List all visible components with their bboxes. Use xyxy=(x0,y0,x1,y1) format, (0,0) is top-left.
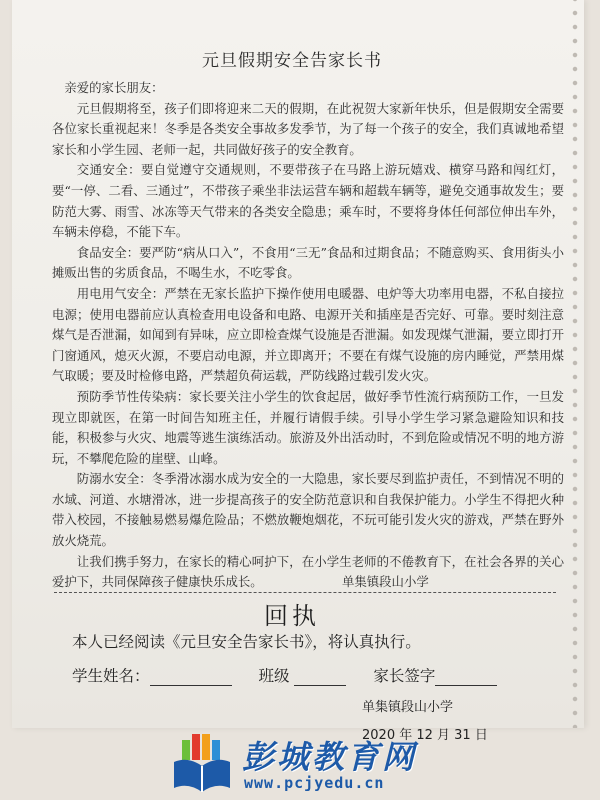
paragraph-closing: 让我们携手努力，在家长的精心呵护下，在小学生老师的不倦教育下，在社会各界的关心爱护下，共同保障孩子健康快乐成长。 xyxy=(52,553,564,590)
letter-title: 元旦假期安全告家长书 xyxy=(202,51,382,71)
book-logo-icon xyxy=(170,732,234,796)
letter-body xyxy=(52,78,564,593)
paragraph-traffic-safety: 交通安全：要自觉遵守交通规则，不要带孩子在马路上游玩嬉戏、横穿马路和闯红灯，要“一停、二看、三通过”，不带孩子乘坐非法运营车辆和超载车辆等，避免交通事故发生；要防范大雾、雨雪、冰冻等天气带来的各类安全隐患；乘车时，不要将身体任何部位伸出车外，车辆未停稳，不能下车。 xyxy=(52,162,564,240)
student-name-label: 学生姓名： xyxy=(72,667,150,685)
paragraph-disease-prevention: 预防季节性传染病：家长要关注小学生的饮食起居，做好季节性流行病预防工作，一旦发现立即就医，在第一时间告知班主任，并履行请假手续。引导小学生学习紧急避险知识和技能，积极参与火灾、地震等逃生演练活动。旅游及外出活动时，不到危险或情况不明的地方游玩，不攀爬危险的崖壁、山峰。 xyxy=(52,388,564,466)
paragraph-intro: 元旦假期将至，孩子们即将迎来二天的假期，在此祝贺大家新年快乐，但是假期安全需要各位家长重视起来！冬季是各类安全事故多发季节，为了每一个孩子的安全，我们真诚地希望家长和小学生园、老师一起，共同做好孩子的安全教育。 xyxy=(52,100,564,157)
cut-line-divider xyxy=(54,592,556,593)
letter-greeting: 亲爱的家长朋友： xyxy=(64,80,164,95)
receipt-title: 回执 xyxy=(264,602,320,630)
class-field[interactable] xyxy=(294,667,346,686)
receipt-fields xyxy=(72,664,552,686)
receipt-date: 2020 年 12 月 31 日 xyxy=(362,728,488,743)
letter-page xyxy=(12,0,584,743)
parent-signature-field[interactable] xyxy=(435,667,497,686)
receipt-school: 单集镇段山小学 xyxy=(362,700,454,715)
watermark-url: www.pcjyedu.cn xyxy=(244,774,385,792)
paragraph-drowning-prevention: 防溺水安全：冬季滑冰溺水成为安全的一大隐患，家长要尽到监护责任，不到情况不明的水域、河道、水塘滑冰，进一步提高孩子的安全防范意识和自我保护能力。小学生不得把火种带入校园，不接触易燃易爆危险品；不燃放鞭炮烟花，不玩可能引发火灾的游戏，严禁在野外放火烧荒。 xyxy=(52,471,564,549)
parent-signature-label: 家长签字 xyxy=(373,667,436,685)
paragraph-electricity-gas-safety: 用电用气安全：严禁在无家长监护下操作使用电暖器、电炉等大功率用电器，不私自接拉电源；使用电器前应认真检查用电设备和电路、电源开关和插座是否完好、可靠。要时刻注意煤气是否泄漏，如闻到有异味，应立即检查煤气设施是否泄漏。如发现煤气泄漏，要立即打开门窗通风，熄灭火源，不要启动电源，并立即离开；不要在有煤气设施的房内睡觉，严禁用煤气取暖；要及时检修电路，严禁超负荷运载，严防线路过载引发火灾。 xyxy=(52,285,564,384)
receipt-statement: 本人已经阅读《元旦安全告家长书》，将认真执行。 xyxy=(72,633,421,651)
letter-signature: 单集镇段山小学 xyxy=(342,574,429,589)
site-watermark xyxy=(170,728,470,800)
watermark-site-name: 彭城教育网 xyxy=(242,738,418,776)
student-name-field[interactable] xyxy=(150,667,232,686)
paragraph-food-safety: 食品安全：要严防“病从口入”，不食用“三无”食品和过期食品；不随意购买、食用街头小摊贩出售的劣质食品，不喝生水，不吃零食。 xyxy=(52,244,564,281)
class-label: 班级 xyxy=(258,667,290,685)
